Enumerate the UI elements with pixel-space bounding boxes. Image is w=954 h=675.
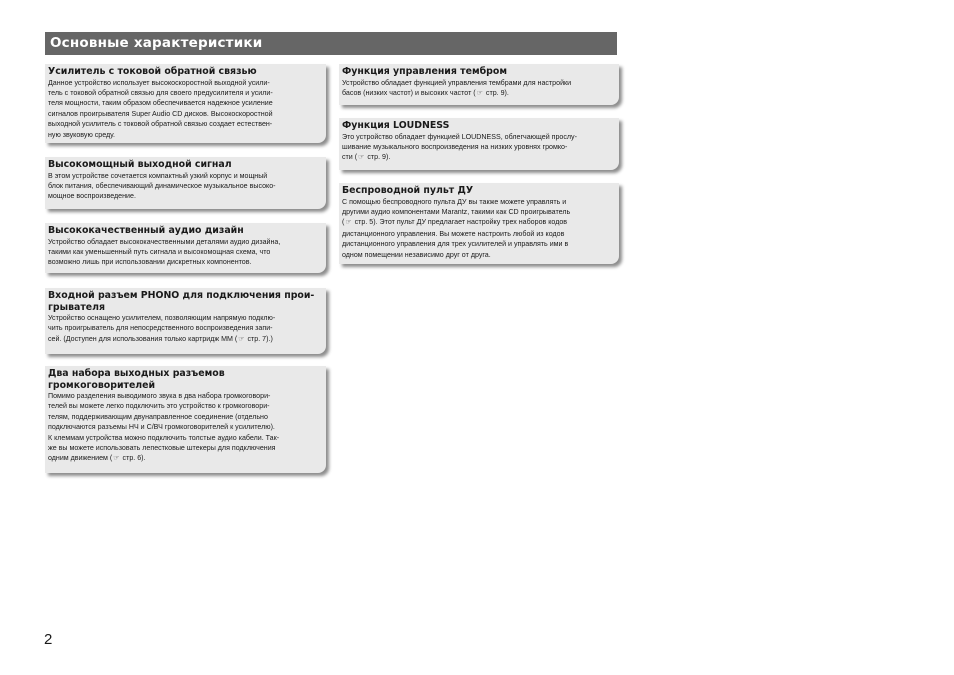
feature-speaker-outputs	[45, 366, 326, 473]
feature-title: Функция LOUDNESS	[342, 120, 450, 131]
feature-description: С помощью беспроводного пульта ДУ вы также можете управлять и другими аудио компонентами Marantz, такими как CD проигрыватель (☞ стр. 5). Этот пульт ДУ предлагает настройку трех наборов кодов дистанционного управления. Вы можете настроить любой из кодов дистанционного управления для трех усилителей и управлять ими в одном помещении независимо друг от друга.	[342, 197, 571, 259]
pointing-hand-icon: ☞	[358, 154, 365, 162]
feature-title: Два набора выходных разъемов громкоговорителей	[48, 368, 225, 391]
feature-wireless-remote	[339, 183, 619, 264]
pointing-hand-icon: ☞	[476, 89, 483, 97]
pointing-hand-icon: ☞	[345, 219, 352, 227]
pointing-hand-icon: ☞	[238, 335, 245, 343]
feature-title: Усилитель с токовой обратной связью	[48, 66, 257, 77]
feature-description: Данное устройство использует высокоскоростной выходной усили- тель с токовой обратной связью для своего предусилителя и усили- теля мощности, таким образом обеспечивается надежное усиление сигналов проигрывателя Super Audio CD дисков. Высокоскоростной выходной усилитель с токовой обратной связью создает естествен- ную звуковую среду.	[48, 78, 273, 139]
feature-title: Функция управления тембром	[342, 66, 507, 77]
page-title: Основные характеристики	[45, 32, 617, 55]
feature-audio-design	[45, 223, 326, 273]
page-number: 2	[44, 631, 53, 648]
feature-tone-control	[339, 64, 619, 105]
feature-current-feedback	[45, 64, 326, 143]
feature-title: Беспроводной пульт ДУ	[342, 185, 474, 196]
feature-description: Помимо разделения выводимого звука в два набора громкоговори- телей вы можете легко подключить это устройство к громкоговори- телям, поддерживающим двунаправленное соединение (отдельно подключаются разъемы НЧ и С/ВЧ громкоговорителей к усилителю). К клеммам устройства можно подключить толстые аудио кабели. Так- же вы можете использовать лепестковые штекеры для подключения одним движением (☞ стр. 6).	[48, 391, 322, 465]
feature-high-power-output	[45, 157, 326, 209]
feature-description: Устройство оснащено усилителем, позволяющим напрямую подклю- чить проигрыватель для непосредственного воспроизведения запи- сей. (Доступен для использования только картридж MM (☞ стр. 7).)	[48, 313, 322, 345]
feature-description: В этом устройстве сочетается компактный узкий корпус и мощный блок питания, обеспечивающий динамическое музыкальное высоко- мощное воспроизведение.	[48, 171, 276, 201]
feature-title: Входной разъем PHONO для подключения прои- грывателя	[48, 290, 315, 313]
feature-description: Устройство обладает высококачественными деталями аудио дизайна, такими как уменьшенный путь сигнала и высокомощная схема, что возможно лишь при использовании дискретных компонентов.	[48, 237, 281, 267]
feature-description: Устройство обладает функцией управления тембрами для настройки басов (низких частот) и высоких частот (☞ стр. 9).	[342, 78, 615, 100]
feature-title: Высококачественный аудио дизайн	[48, 225, 244, 236]
feature-title: Высокомощный выходной сигнал	[48, 159, 232, 170]
feature-loudness	[339, 118, 619, 170]
feature-phono-input	[45, 288, 326, 354]
feature-description: Это устройство обладает функцией LOUDNESS, облегчающей прослу- шивание музыкального воспроизведения на низких уровнях громко- сти (☞ стр. 9).	[342, 132, 615, 164]
pointing-hand-icon: ☞	[113, 455, 120, 463]
